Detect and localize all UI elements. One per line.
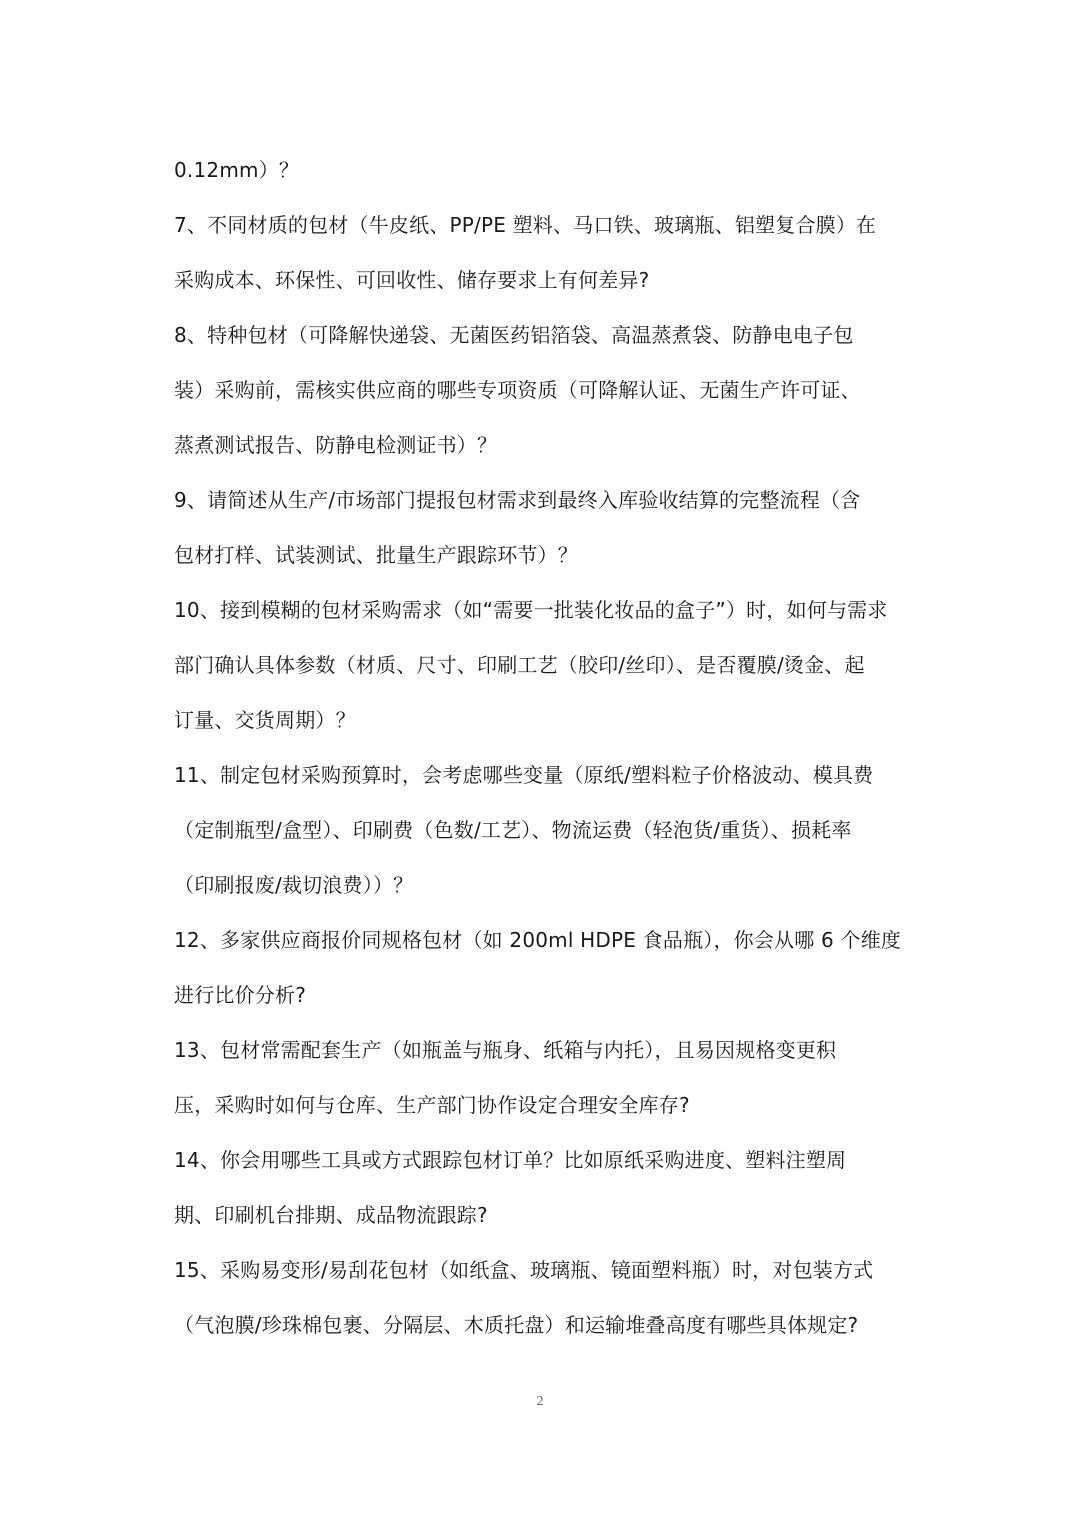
text-line: 0.12mm）？ — [174, 158, 300, 182]
text-line: 14、你会用哪些工具或方式跟踪包材订单？比如原纸采购进度、塑料注塑周 — [174, 1148, 847, 1172]
text-line: 11、制定包材采购预算时，会考虑哪些变量（原纸/塑料粒子价格波动、模具费 — [174, 763, 874, 787]
text-line: （气泡膜/珍珠棉包裹、分隔层、木质托盘）和运输堆叠高度有哪些具体规定? — [174, 1313, 859, 1337]
text-line: 10、接到模糊的包材采购需求（如“需要一批装化妆品的盒子”）时，如何与需求 — [174, 598, 888, 622]
text-line: 15、采购易变形/易刮花包材（如纸盒、玻璃瓶、镜面塑料瓶）时，对包装方式 — [174, 1258, 874, 1282]
text-line: 部门确认具体参数（材质、尺寸、印刷工艺（胶印/丝印）、是否覆膜/烫金、起 — [174, 653, 865, 677]
text-line: （定制瓶型/盒型）、印刷费（色数/工艺）、物流运费（轻泡货/重货）、损耗率 — [174, 818, 852, 842]
text-line: 7、不同材质的包材（牛皮纸、PP/PE 塑料、马口铁、玻璃瓶、铝塑复合膜）在 — [174, 213, 877, 237]
text-line: 压，采购时如何与仓库、生产部门协作设定合理安全库存? — [174, 1093, 690, 1117]
text-line: 采购成本、环保性、可回收性、储存要求上有何差异? — [174, 268, 650, 292]
text-line: （印刷报废/裁切浪费））？ — [174, 873, 414, 897]
text-line: 订量、交货周期）？ — [174, 708, 356, 732]
text-line: 进行比价分析? — [174, 983, 307, 1007]
text-line: 8、特种包材（可降解快递袋、无菌医药铝箔袋、高温蒸煮袋、防静电电子包 — [174, 323, 854, 347]
text-line: 蒸煮测试报告、防静电检测证书）？ — [174, 433, 498, 457]
document-body — [174, 143, 914, 1353]
text-line: 13、包材常需配套生产（如瓶盖与瓶身、纸箱与内托），且易因规格变更积 — [174, 1038, 837, 1062]
text-line: 装）采购前，需核实供应商的哪些专项资质（可降解认证、无菌生产许可证、 — [174, 378, 861, 402]
text-line: 期、印刷机台排期、成品物流跟踪? — [174, 1203, 488, 1227]
text-line: 包材打样、试装测试、批量生产跟踪环节）？ — [174, 543, 578, 567]
page-number: 2 — [536, 1394, 544, 1409]
text-line: 9、请简述从生产/市场部门提报包材需求到最终入库验收结算的完整流程（含 — [174, 488, 861, 512]
text-line: 12、多家供应商报价同规格包材（如 200ml HDPE 食品瓶），你会从哪 6 个维度 — [174, 928, 902, 952]
